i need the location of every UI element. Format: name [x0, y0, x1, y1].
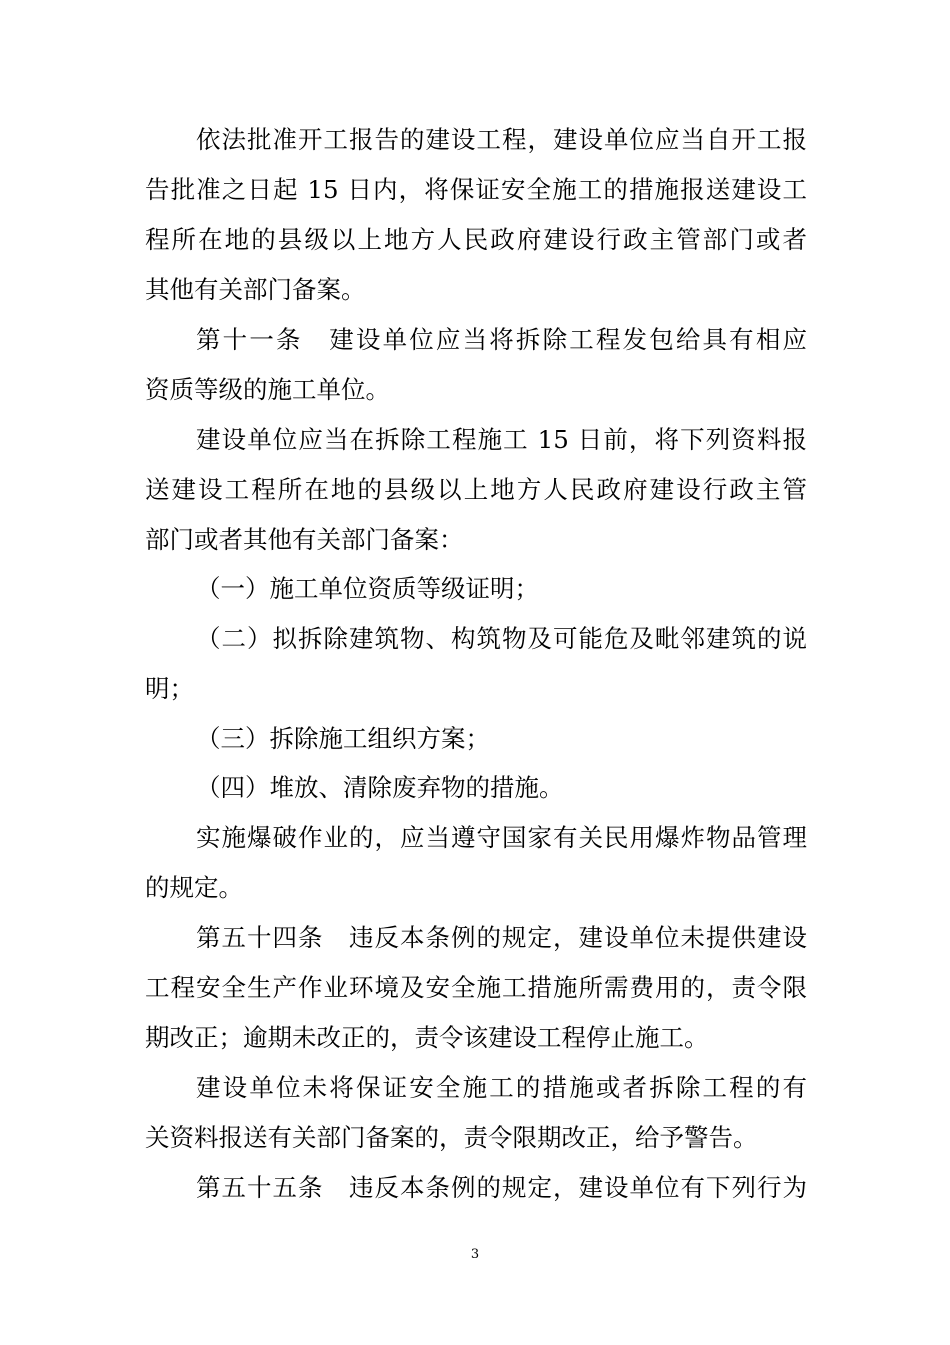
article-heading-line: 第十一条 建设单位应当将拆除工程发包给具有相应 [196, 325, 807, 354]
list-item-continuation: 明； [145, 674, 194, 703]
list-item: （一）施工单位资质等级证明； [196, 574, 539, 603]
list-item: （二）拟拆除建筑物、构筑物及可能危及毗邻建筑的说 [196, 624, 807, 653]
paragraph-line: 建设单位未将保证安全施工的措施或者拆除工程的有 [196, 1073, 807, 1102]
paragraph-line: 工程安全生产作业环境及安全施工措施所需费用的，责令限 [145, 973, 807, 1002]
paragraph-line: 送建设工程所在地的县级以上地方人民政府建设行政主管 [145, 475, 807, 504]
list-item: （三）拆除施工组织方案； [196, 724, 490, 753]
article-heading-line: 第五十五条 违反本条例的规定，建设单位有下列行为 [196, 1173, 807, 1202]
paragraph-line: 告批准之日起 15 日内，将保证安全施工的措施报送建设工 [145, 175, 807, 204]
paragraph-line: 资质等级的施工单位。 [145, 375, 390, 404]
article-heading-line: 第五十四条 违反本条例的规定，建设单位未提供建设 [196, 923, 807, 952]
paragraph-line: 部门或者其他有关部门备案： [145, 525, 464, 554]
paragraph-line: 的规定。 [145, 873, 243, 902]
paragraph-line: 依法批准开工报告的建设工程，建设单位应当自开工报 [196, 125, 807, 154]
page-number: 3 [470, 1247, 480, 1262]
list-item: （四）堆放、清除废弃物的措施。 [196, 773, 564, 802]
paragraph-line: 程所在地的县级以上地方人民政府建设行政主管部门或者 [145, 225, 807, 254]
paragraph-line: 期改正；逾期未改正的，责令该建设工程停止施工。 [145, 1023, 709, 1052]
paragraph-line: 实施爆破作业的，应当遵守国家有关民用爆炸物品管理 [196, 823, 807, 852]
paragraph-line: 其他有关部门备案。 [145, 275, 366, 304]
paragraph-line: 建设单位应当在拆除工程施工 15 日前，将下列资料报 [196, 425, 807, 454]
paragraph-line: 关资料报送有关部门备案的，责令限期改正，给予警告。 [145, 1123, 758, 1152]
